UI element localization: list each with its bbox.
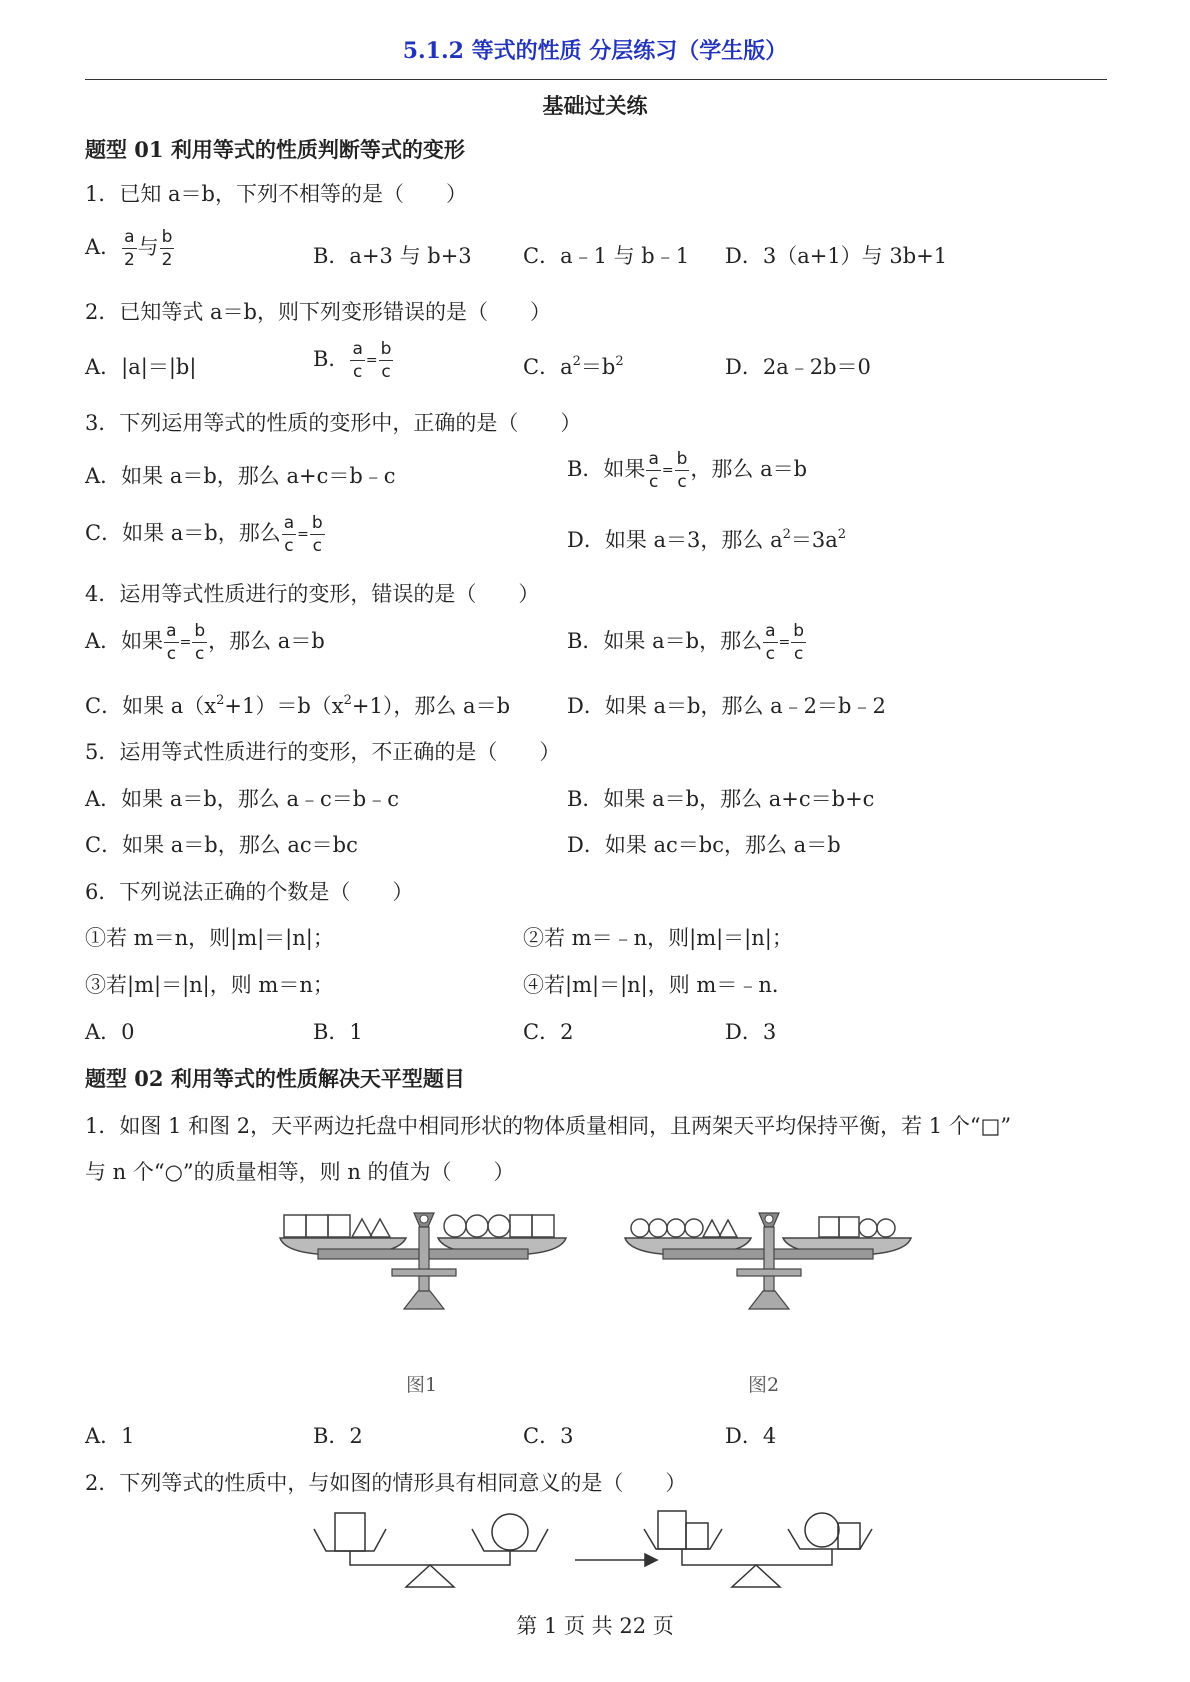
t2-q1-line2: 与 n 个“○”的质量相等，则 n 的值为（ ） bbox=[85, 1160, 515, 1184]
fraction: $\frac{b}{c}$ bbox=[676, 449, 688, 492]
q6-option-d: D．3 bbox=[725, 1020, 777, 1044]
fraction: $\frac{b}{c}$ bbox=[194, 621, 206, 664]
fraction: $\frac{a}{c}$ bbox=[765, 621, 776, 664]
q1-option-c: C．a﹣1 与 b﹣1 bbox=[523, 244, 690, 268]
header-rule bbox=[85, 79, 1107, 80]
q3-option-c: C．如果 a＝b，那么 $\frac{a}{c}$ = $\frac{b}{c}$ bbox=[85, 513, 323, 556]
t2-q1-option-b: B．2 bbox=[313, 1424, 363, 1448]
figure-1-caption: 图1 bbox=[406, 1374, 438, 1396]
q2-option-d: D．2a﹣2b＝0 bbox=[725, 355, 871, 379]
t2-q1-option-c: C．3 bbox=[523, 1424, 574, 1448]
fraction: $\frac{b}{c}$ bbox=[380, 339, 392, 382]
q5-stem: 5．运用等式性质进行的变形，不正确的是（ ） bbox=[85, 740, 561, 764]
q4-stem: 4．运用等式性质进行的变形，错误的是（ ） bbox=[85, 582, 540, 606]
fraction: $\frac{a}{2}$ bbox=[123, 227, 135, 270]
q4-option-b: B．如果 a＝b，那么 $\frac{a}{c}$ = $\frac{b}{c}$ bbox=[567, 621, 805, 664]
page-footer: 第 1 页 共 22 页 bbox=[516, 1614, 674, 1638]
fraction: $\frac{a}{c}$ bbox=[283, 513, 295, 556]
fraction: $\frac{b}{c}$ bbox=[311, 513, 323, 556]
q3-option-a: A．如果 a＝b，那么 a+c＝b﹣c bbox=[85, 464, 396, 488]
t2-q1-option-a: A．1 bbox=[85, 1424, 135, 1448]
fraction: $\frac{a}{c}$ bbox=[166, 621, 177, 664]
q2-option-b: B． $\frac{a}{c}$ = $\frac{b}{c}$ bbox=[313, 339, 392, 382]
fraction: $\frac{a}{c}$ bbox=[648, 449, 659, 492]
balance-figure-1 bbox=[278, 1205, 570, 1315]
t2-q1-option-d: D．4 bbox=[725, 1424, 777, 1448]
q6-option-b: B．1 bbox=[313, 1020, 363, 1044]
fraction: $\frac{b}{2}$ bbox=[161, 227, 173, 270]
q6-statement-3: ③若|m|＝|n|，则 m＝n； bbox=[85, 973, 334, 997]
q6-statement-2: ②若 m＝﹣n，则|m|＝|n|； bbox=[523, 926, 793, 950]
q5-option-c: C．如果 a＝b，那么 ac＝bc bbox=[85, 833, 358, 857]
t2-q2-stem: 2．下列等式的性质中，与如图的情形具有相同意义的是（ ） bbox=[85, 1471, 687, 1495]
q6-statement-4: ④若|m|＝|n|，则 m＝﹣n． bbox=[523, 973, 793, 997]
q1-stem: 1．已知 a＝b，下列不相等的是（ ） bbox=[85, 182, 467, 206]
t2-q1-line1: 1．如图 1 和图 2，天平两边托盘中相同形状的物体质量相同，且两架天平均保持平衡，若 1 个“□” bbox=[85, 1114, 1012, 1138]
q2-option-a: A．|a|＝|b| bbox=[85, 355, 197, 379]
q1-option-a: A． $\frac{a}{2}$ 与 $\frac{b}{2}$ bbox=[85, 227, 173, 270]
type2-heading: 题型 02 利用等式的性质解决天平型题目 bbox=[85, 1066, 465, 1091]
q6-statement-1: ①若 m＝n，则|m|＝|n|； bbox=[85, 926, 334, 950]
q5-option-b: B．如果 a＝b，那么 a+c＝b+c bbox=[567, 787, 875, 811]
balance-figure-2 bbox=[623, 1205, 915, 1315]
q5-option-d: D．如果 ac＝bc，那么 a＝b bbox=[567, 833, 841, 857]
q1-a-label: A． bbox=[85, 235, 122, 259]
q4-option-c: C．如果 $a(x^2+1)=b(x^2+1)$，那么 a＝b bbox=[85, 693, 511, 718]
q6-stem: 6．下列说法正确的个数是（ ） bbox=[85, 880, 414, 904]
q4-option-a: A．如果 $\frac{a}{c}$ = $\frac{b}{c}$ ，那么 a＝b bbox=[85, 621, 325, 664]
section-title: 基础过关练 bbox=[542, 93, 648, 118]
q1-option-b: B．a+3 与 b+3 bbox=[313, 244, 472, 268]
type1-heading: 题型 01 利用等式的性质判断等式的变形 bbox=[85, 137, 465, 162]
q2-option-c: C．$a^2=b^2$ bbox=[523, 354, 624, 379]
q2-stem: 2．已知等式 a＝b，则下列变形错误的是（ ） bbox=[85, 300, 551, 324]
q3-option-d: D．如果 a＝3，那么 $a^2=3a^2$ bbox=[567, 527, 847, 552]
page-title: 5.1.2 等式的性质 分层练习（学生版） bbox=[402, 38, 788, 64]
q3-option-b: B．如果 $\frac{a}{c}$ = $\frac{b}{c}$ ，那么 a＝b bbox=[567, 449, 808, 492]
fraction: $\frac{a}{c}$ bbox=[352, 339, 363, 382]
q6-option-c: C．2 bbox=[523, 1020, 574, 1044]
fraction: $\frac{b}{c}$ bbox=[793, 621, 805, 664]
q4-option-d: D．如果 a＝b，那么 a﹣2＝b﹣2 bbox=[567, 694, 886, 718]
figure-2-caption: 图2 bbox=[748, 1374, 780, 1396]
q3-stem: 3．下列运用等式的性质的变形中，正确的是（ ） bbox=[85, 411, 582, 435]
q5-option-a: A．如果 a＝b，那么 a﹣c＝b﹣c bbox=[85, 787, 399, 811]
seesaw-figure bbox=[300, 1505, 900, 1595]
q6-option-a: A．0 bbox=[85, 1020, 135, 1044]
q1-option-d: D．3（a+1）与 3b+1 bbox=[725, 244, 948, 268]
